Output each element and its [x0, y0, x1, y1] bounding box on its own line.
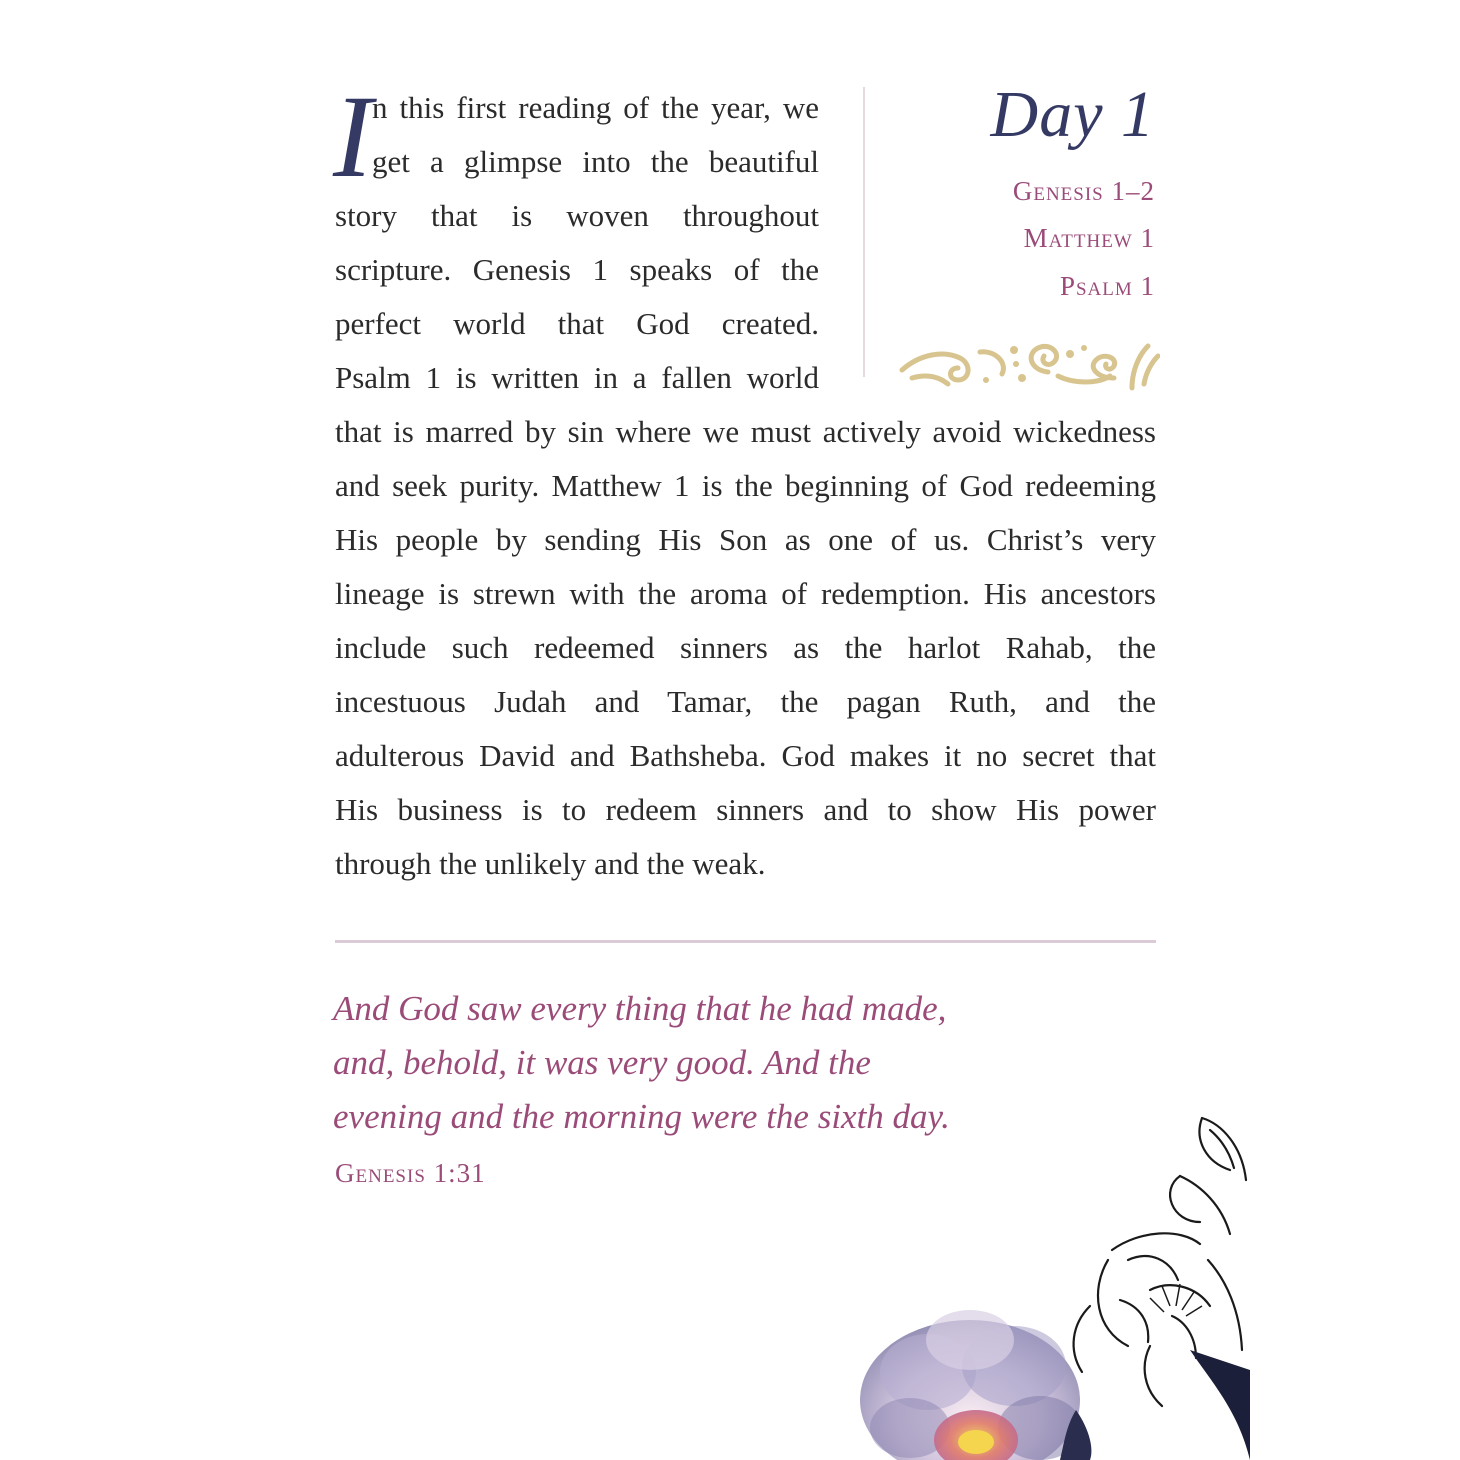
vertical-divider [863, 87, 865, 377]
body-line: lineage is strewn with the aroma of redemption. His ancestors [335, 576, 1156, 611]
body-line: n this first reading of the year, we [372, 90, 819, 125]
verse-line: And God saw every thing that he had made, [333, 989, 947, 1028]
body-line: include such redeemed sinners as the harlot Rahab, the [335, 630, 1156, 665]
drop-cap: I [333, 71, 373, 202]
body-line: His business is to redeem sinners and to show His power [335, 792, 1156, 827]
verse-line: and, behold, it was very good. And the [333, 1043, 871, 1082]
body-line: get a glimpse into the beautiful [372, 144, 819, 179]
body-line: incestuous Judah and Tamar, the pagan Ruth, and the [335, 684, 1156, 719]
body-line: Psalm 1 is written in a fallen world [335, 360, 819, 395]
verse-reference: Genesis 1:31 [335, 1158, 486, 1188]
body-line: through the unlikely and the weak. [335, 846, 766, 881]
watercolor-flower-icon [850, 1110, 1250, 1460]
body-line: that is marred by sin where we must actively avoid wickedness [335, 414, 1156, 449]
body-line: scripture. Genesis 1 speaks of the [335, 252, 819, 287]
verse-line: evening and the morning were the sixth day. [333, 1097, 950, 1136]
day-heading: Day 1 [990, 78, 1155, 151]
body-line: adulterous David and Bathsheba. God makes it no secret that [335, 738, 1156, 773]
body-line: and seek purity. Matthew 1 is the beginning of God redeeming [335, 468, 1156, 503]
body-line: story that is woven throughout [335, 198, 819, 233]
body-line: His people by sending His Son as one of us. Christ’s very [335, 522, 1156, 557]
body-line: perfect world that God created. [335, 306, 819, 341]
gold-flourish-icon [898, 332, 1160, 396]
section-divider [335, 940, 1156, 943]
reading-reference: Matthew 1 [1023, 223, 1155, 253]
reading-reference: Psalm 1 [1059, 271, 1155, 301]
reading-reference: Genesis 1–2 [1012, 176, 1155, 206]
